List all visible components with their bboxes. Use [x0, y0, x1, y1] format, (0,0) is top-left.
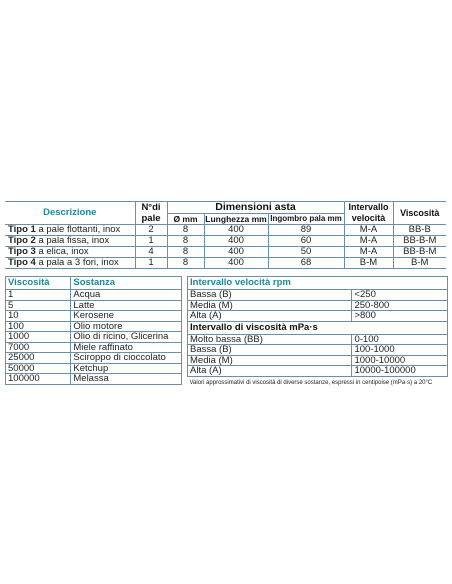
section-title-speed: Intervallo velocità rpm [188, 277, 352, 290]
header-n-pale-2: pale [135, 214, 167, 225]
cell-lunghezza: 400 [204, 258, 268, 269]
cell-range-label: Bassa (B) [188, 290, 352, 301]
tipo-label: Tipo 4 [8, 257, 36, 269]
tipo-desc: a elica, inox [35, 246, 89, 258]
cell-viscosita: BB-B-M [393, 247, 446, 258]
cell-diametro: 8 [167, 247, 204, 258]
cell-intervallo: B-M [344, 258, 393, 269]
stirrer-types-table [5, 201, 446, 269]
cell-ingombro: 68 [268, 258, 344, 269]
cell-range-label: Media (M) [188, 355, 352, 366]
cell-sostanza: Miele raffinato [71, 342, 182, 353]
cell-range-value: >800 [352, 311, 448, 322]
cell-viscosita: 50000 [6, 363, 71, 374]
row-descrizione [5, 225, 135, 236]
cell-sostanza: Acqua [71, 290, 182, 301]
table-row [188, 290, 448, 301]
cell-lunghezza: 400 [204, 225, 268, 236]
cell-viscosita: 5 [6, 300, 71, 311]
cell-viscosita: 100 [6, 321, 71, 332]
table-row [5, 247, 446, 258]
row-descrizione [5, 247, 135, 258]
viscosity-substance-table [5, 276, 182, 385]
cell-viscosita: B-M [393, 258, 446, 269]
table-row [6, 290, 182, 301]
table-row [6, 332, 182, 343]
tipo-label: Tipo 3 [8, 246, 36, 258]
table-row [188, 355, 448, 366]
cell-sostanza: Sciroppo di cioccolato [71, 353, 182, 364]
tipo-label: Tipo 2 [8, 235, 36, 247]
cell-range-label: Media (M) [188, 300, 352, 311]
table-row [6, 300, 182, 311]
cell-ingombro: 60 [268, 236, 344, 247]
cell-sostanza: Ketchup [71, 363, 182, 374]
cell-viscosita: BB-B-M [393, 236, 446, 247]
header-intervallo-2: velocità [344, 214, 393, 225]
cell-sostanza: Latte [71, 300, 182, 311]
cell-range-value: 0-100 [352, 334, 448, 345]
table-row [6, 363, 182, 374]
cell-lunghezza: 400 [204, 247, 268, 258]
header-intervallo-1: Intervallo [344, 202, 393, 214]
header-diametro: Ø mm [167, 214, 204, 225]
section-title-spacer [352, 277, 448, 290]
tipo-label: Tipo 1 [8, 224, 36, 236]
table-row [188, 345, 448, 356]
cell-range-value: <250 [352, 290, 448, 301]
table-row [6, 311, 182, 322]
cell-viscosita: 1000 [6, 332, 71, 343]
cell-pale: 2 [135, 225, 167, 236]
cell-diametro: 8 [167, 236, 204, 247]
cell-sostanza: Melassa [71, 374, 182, 385]
cell-viscosita: 1 [6, 290, 71, 301]
section-title-viscosity: Intervallo di viscosità mPa·s [188, 321, 352, 334]
table-row [188, 366, 448, 377]
cell-pale: 1 [135, 258, 167, 269]
header-descrizione: Descrizione [5, 202, 135, 225]
cell-ingombro: 89 [268, 225, 344, 236]
table-row [188, 334, 448, 345]
table-row [5, 236, 446, 247]
cell-viscosita: 10 [6, 311, 71, 322]
table-row [6, 374, 182, 385]
cell-diametro: 8 [167, 258, 204, 269]
table-row [6, 353, 182, 364]
cell-range-value: 1000-10000 [352, 355, 448, 366]
cell-viscosita: 25000 [6, 353, 71, 364]
cell-intervallo: M-A [344, 225, 393, 236]
header-n-pale-1: N°di [135, 202, 167, 214]
cell-intervallo: M-A [344, 236, 393, 247]
footnote: Valori approssimativi di viscosità di diverse sostanze, espressi in centipoise (mPa·s) a 20°C [189, 380, 433, 386]
cell-range-value: 250-800 [352, 300, 448, 311]
cell-viscosita: 100000 [6, 374, 71, 385]
cell-lunghezza: 400 [204, 236, 268, 247]
table-row [188, 300, 448, 311]
cell-range-value: 10000-100000 [352, 366, 448, 377]
header-dimensioni-asta: Dimensioni asta [167, 202, 344, 214]
tipo-desc: a pale flottanti, inox [35, 224, 121, 236]
cell-pale: 1 [135, 236, 167, 247]
header-sostanza: Sostanza [71, 277, 182, 290]
header-viscosita: Viscosità [393, 202, 446, 225]
tipo-desc: a pala fissa, inox [35, 235, 110, 247]
table-row [188, 311, 448, 322]
cell-range-label: Alta (A) [188, 366, 352, 377]
header-ingombro: Ingombro pala mm [268, 214, 344, 225]
cell-ingombro: 50 [268, 247, 344, 258]
table-row [6, 342, 182, 353]
cell-viscosita: BB-B [393, 225, 446, 236]
cell-sostanza: Kerosene [71, 311, 182, 322]
cell-viscosita: 7000 [6, 342, 71, 353]
tipo-desc: a pala a 3 fori, inox [35, 257, 119, 269]
cell-intervallo: M-A [344, 247, 393, 258]
table-row [5, 258, 446, 269]
cell-pale: 4 [135, 247, 167, 258]
cell-range-label: Alta (A) [188, 311, 352, 322]
header-viscosita: Viscosità [6, 277, 71, 290]
cell-range-label: Bassa (B) [188, 345, 352, 356]
table-row [5, 225, 446, 236]
cell-sostanza: Olio motore [71, 321, 182, 332]
table-row [6, 321, 182, 332]
cell-range-label: Molto bassa (BB) [188, 334, 352, 345]
speed-viscosity-ranges-table [187, 276, 448, 388]
row-descrizione [5, 236, 135, 247]
cell-sostanza: Olio di ricino, Glicerina [71, 332, 182, 343]
cell-range-value: 100-1000 [352, 345, 448, 356]
section-title-spacer [352, 321, 448, 334]
header-lunghezza: Lunghezza mm [205, 213, 267, 224]
row-descrizione [5, 258, 135, 269]
cell-diametro: 8 [167, 225, 204, 236]
